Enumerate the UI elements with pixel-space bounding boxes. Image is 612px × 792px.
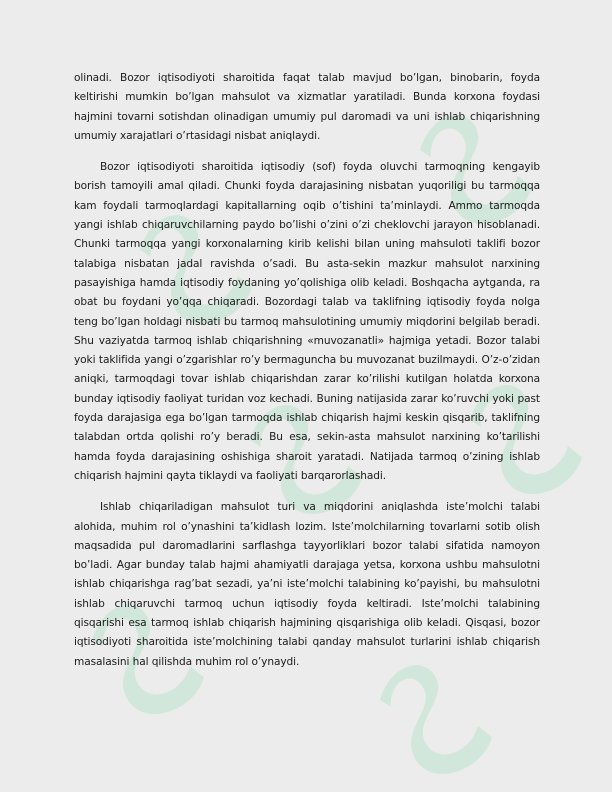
paragraph-3: Ishlab chiqariladigan mahsulot turi va miqdorini aniqlashda iste’molchi talabi alohida, muhim rol o’ynashini ta’kidlash lozim. Iste’molchilarning tovarlarni sotib olish maqsadida pul daromadlarini sarflashga tayyorliklari bozor talabi sifatida namoyon bo’ladi. Agar bunday talab hajmi ahamiyatli darajaga yetsa, korxona ushbu mahsulotni ishlab chiqarishga rag’bat sezadi, ya’ni iste’molchi talabining ko’payishi, bu mahsulotni ishlab chiqaruvchi tarmoq uchun iqtisodiy foyda keltiradi. Iste’molchi talabining qisqarishi esa tarmoq ishlab chiqarish hajmining qisqarishiga olib keladi. Qisqasi, bozor iqtisodiyoti sharoitida iste’molchining talabi qanday mahsulot turlarini ishlab chiqarish masalasini hal qilishda muhim rol o’ynaydi.: [74, 501, 540, 668]
paragraph-spacer: [74, 486, 540, 498]
paragraph-2: Bozor iqtisodiyoti sharoitida iqtisodiy (sof) foyda oluvchi tarmoqning kengayib borish tamoyili amal qiladi. Chunki foyda darajasining nisbatan yuqoriligi bu tarmoqqa kam foydali tarmoqlardagi kapitallarning oqib o’tishini ta’minlaydi. Ammo tarmoqda yangi ishlab chiqaruvchilarning paydo bo’lishi o’zini o’zi cheklovchi jarayon hisoblanadi. Chunki tarmoqqa yangi korxonalarning kirib kelishi bilan uning mahsuloti taklifi bozor talabiga nisbatan jadal ravishda o’sadi. Bu asta-sekin mazkur mahsulot narxining pasayishiga hamda iqtisodiy foydaning yo’qolishiga olib keladi. Boshqacha aytganda, ra obat bu foydani yo’qqa chiqaradi. Bozordagi talab va taklifning iqtisodiy foyda nolga teng bo’lgan holdagi nisbati bu tarmoq mahsulotining umumiy miqdorini belgilab beradi. Shu vaziyatda tarmoq ishlab chiqarishning «muvozanatli» hajmiga yetadi. Bozor talabi yoki taklifida yangi o’zgarishlar ro’y bermaguncha bu muvozanat buzilmaydi. O’z-o’zidan aniqki, tarmoqdagi tovar ishlab chiqarishdan zarar ko’rilishi kutilgan holatda korxona bunday iqtisodiy faoliyat turidan voz kechadi. Buning natijasida zarar ko’ruvchi yoki past foyda darajasiga ega bo’lgan tarmoqda ishlab chiqarish hajmi keskin qisqarib, taklifning talabdan ortda qolishi ro’y beradi. Bu esa, sekin-asta mahsulot narxining ko’tarilishi hamda foyda darajasining oshishiga sharoit yaratadi. Natijada tarmoq o’zining ishlab chiqarish hajmini qayta tiklaydi va faoliyati barqarorlashadi.: [74, 161, 540, 482]
document-body: [74, 69, 540, 672]
paragraph-spacer: [74, 146, 540, 158]
paragraph-1: olinadi. Bozor iqtisodiyoti sharoitida faqat talab mavjud bo’lgan, binobarin, foyda keltirishi mumkin bo’lgan mahsulot va xizmatlar yaratiladi. Bunda korxona foydasi hajmini tovarni sotishdan olinadigan umumiy pul daromadi va uni ishlab chiqarishning umumiy xarajatlari o’rtasidagi nisbat aniqlaydi.: [74, 72, 540, 142]
